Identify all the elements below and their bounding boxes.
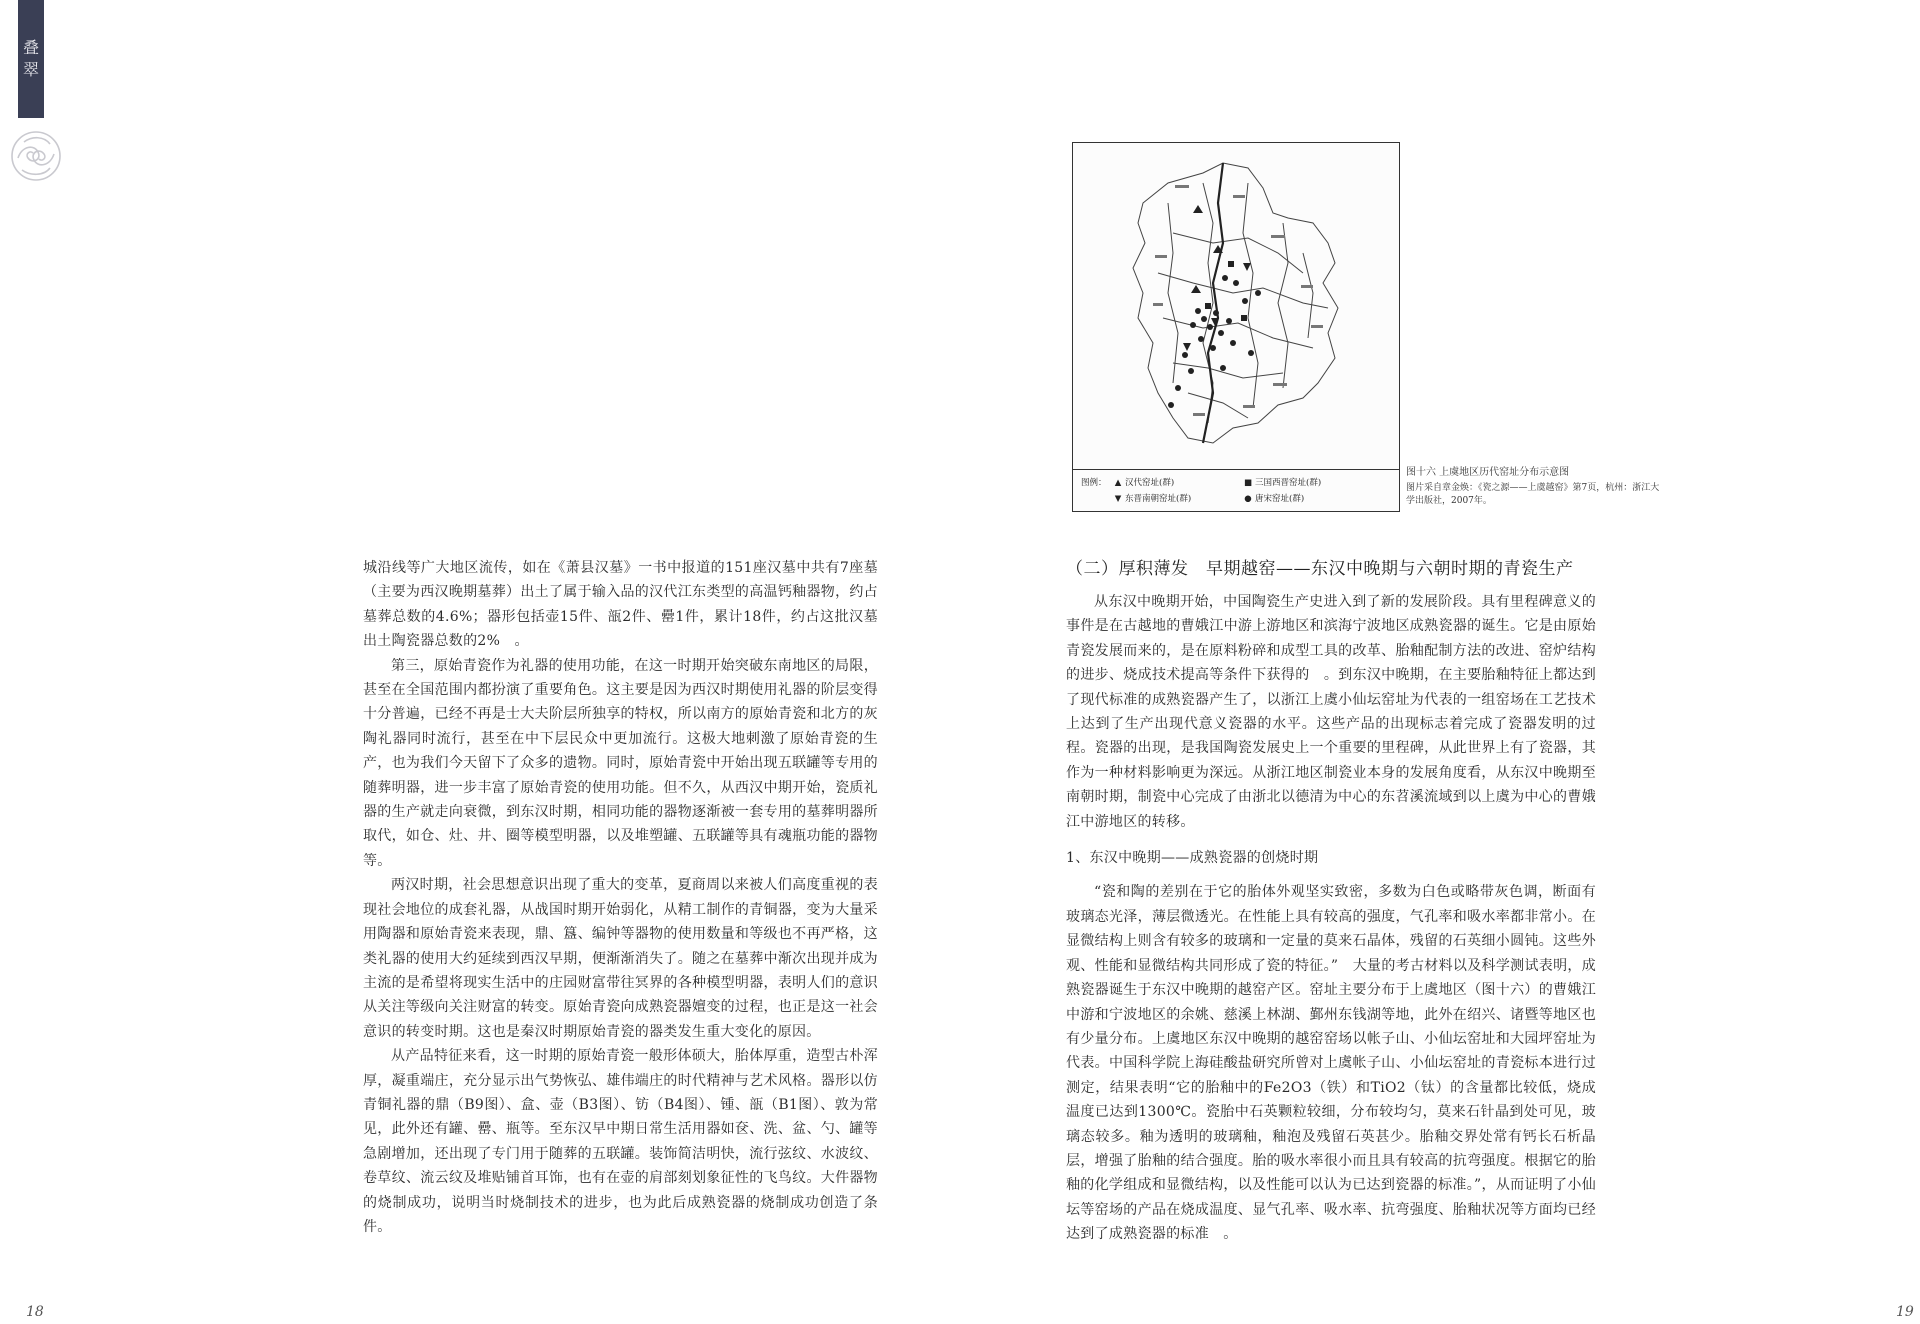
body-paragraph: 第三，原始青瓷作为礼器的使用功能，在这一时期开始突破东南地区的局限，甚至在全国范围内都扮演了重要角色。这主要是因为西汉时期使用礼器的阶层变得十分普遍，已经不再是士大夫阶层所独享的特权，所以南方的原始青瓷和北方的灰陶礼器同时流行，甚至在中下层民众中更加流行。这极大地刺激了原始青瓷的生产，也为我们今天留下了众多的遗物。同时，原始青瓷中开始出现五联罐等专用的随葬明器，进一步丰富了原始青瓷的使用功能。但不久，从西汉中期开始，瓷质礼器的生产就走向衰微，到东汉时期，相同功能的器物逐渐被一套专用的墓葬明器所取代，如仓、灶、井、圈等模型明器，以及堆塑罐、五联罐等具有魂瓶功能的器物等。 (363, 657, 878, 869)
figure-caption-source: 图片采自章金焕：《瓷之源——上虞越窑》第7页，杭州：浙江大学出版社，2007年。 (1406, 483, 1660, 506)
legend-item (1243, 476, 1321, 490)
cloud-ornament-icon (4, 124, 68, 188)
section-heading: （二）厚积薄发 早期越窑——东汉中晚期与六朝时期的青瓷生产 (1066, 559, 1574, 579)
legend-label: 唐宋窑址(群) (1255, 494, 1305, 504)
right-page (960, 0, 1920, 1324)
kiln-distribution-map-figure (1072, 142, 1400, 512)
right-text-column (1066, 556, 1596, 1247)
left-text-column (363, 556, 878, 1239)
circle-icon: ● (1244, 494, 1252, 504)
legend-label: 三国西晋窑址(群) (1255, 478, 1322, 488)
body-paragraph: “瓷和陶的差别在于它的胎体外观坚实致密，多数为白色或略带灰色调，断面有玻璃态光泽，薄层微透光。在性能上具有较高的强度，气孔率和吸水率都非常小。在显微结构上则含有较多的玻璃和一定量的莫来石晶体，残留的石英细小圆钝。这些外观、性能和显微结构共同形成了瓷的特征。” 大量的考古材料以及科学测试表明，成熟瓷器诞生于东汉中晚期的越窑产区。窑址主要分布于上虞地区（图十六）的曹娥江中游和宁波地区的余姚、慈溪上林湖、鄞州东钱湖等地，此外在绍兴、诸暨等地区也有少量分布。上虞地区东汉中晚期的越窑窑场以帐子山、小仙坛窑址和大园坪窑址为代表。中国科学院上海硅酸盐研究所曾对上虞帐子山、小仙坛窑址的青瓷标本进行过测定，结果表明“它的胎釉中的Fe2O3（铁）和TiO2（钛）的含量都比较低，烧成温度已达到1300℃。瓷胎中石英颗粒较细，分布较均匀，莫来石针晶到处可见，玻璃态较多。釉为透明的玻璃釉，釉泡及残留石英甚少。胎釉交界处常有钙长石析晶层，增强了胎釉的结合强度。胎的吸水率很小而且具有较高的抗弯强度。根据它的胎釉的化学组成和显微结构，以及性能可以认为已达到瓷器的标准。”，从而证明了小仙坛等窑场的产品在烧成温度、显气孔率、吸水率、抗弯强度、胎釉状况等方面均已经达到了成熟瓷器的标准 。 (1066, 884, 1596, 1243)
legend-label: 东晋南朝窑址(群) (1125, 494, 1192, 504)
sub-heading: 1、东汉中晚期——成熟瓷器的创烧时期 (1066, 850, 1319, 867)
triangle-down-icon: ▼ (1114, 494, 1122, 504)
legend-item (1113, 476, 1174, 490)
map-drawing (1073, 143, 1399, 469)
triangle-up-icon: ▲ (1114, 478, 1122, 488)
figure-caption (1406, 466, 1666, 508)
body-paragraph: 城沿线等广大地区流传，如在《萧县汉墓》一书中报道的151座汉墓中共有7座墓（主要为西汉晚期墓葬）出土了属于输入品的汉代江东类型的高温钙釉器物，约占墓葬总数的4.6%；器形包括壶15件、瓿2件、罍1件，累计18件，约占这批汉墓出土陶瓷器总数的2% 。 (363, 560, 878, 650)
page-number: 18 (26, 1304, 44, 1320)
side-tab-char: 叠 (22, 38, 39, 57)
legend-item (1113, 492, 1191, 506)
body-paragraph: 从东汉中晚期开始，中国陶瓷生产史进入到了新的发展阶段。具有里程碑意义的事件是在古越地的曹娥江中游上游地区和滨海宁波地区成熟瓷器的诞生。它是由原始青瓷发展而来的，是在原料粉碎和成型工具的改革、胎釉配制方法的改进、窑炉结构的进步、烧成技术提高等条件下获得的 。到东汉中晚期，在主要胎釉特征上都达到了现代标准的成熟瓷器产生了，以浙江上虞小仙坛窑址为代表的一组窑场在工艺技术上达到了生产出现代意义瓷器的水平。这些产品的出现标志着完成了瓷器发明的过程。瓷器的出现，是我国陶瓷发展史上一个重要的里程碑，从此世界上有了瓷器，其作为一种材料影响更为深远。从浙江地区制瓷业本身的发展角度看，从东汉中晚期至南朝时期，制瓷中心完成了由浙北以德清为中心的东苕溪流域到以上虞为中心的曹娥江中游地区的转移。 (1066, 594, 1596, 830)
body-paragraph: 两汉时期，社会思想意识出现了重大的变革，夏商周以来被人们高度重视的表现社会地位的成套礼器，从战国时期开始弱化，从精工制作的青铜器，变为大量采用陶器和原始青瓷来表现，鼎、簋、编钟等器物的使用数量和等级也不再严格，这类礼器的使用大约延续到西汉早期，便渐渐消失了。随之在墓葬中渐次出现并成为主流的是希望将现实生活中的庄园财富带往冥界的各种模型明器，表明人们的意识从关注等级向关注财富的转变。原始青瓷向成熟瓷器嬗变的过程，也正是这一社会意识的转变时期。这也是秦汉时期原始青瓷的器类发生重大变化的原因。 (363, 877, 878, 1040)
page-number: 19 (1896, 1304, 1914, 1320)
legend-item (1243, 492, 1304, 506)
side-tab-char: 翠 (22, 60, 39, 79)
square-icon: ■ (1243, 478, 1253, 488)
section-side-tab (18, 0, 44, 118)
legend-title: 图例： (1081, 478, 1107, 488)
map-legend (1073, 469, 1399, 512)
figure-caption-title: 图十六 上虞地区历代窑址分布示意图 (1406, 467, 1570, 478)
legend-label: 汉代窑址(群) (1125, 478, 1175, 488)
body-paragraph: 从产品特征来看，这一时期的原始青瓷一般形体硕大，胎体厚重，造型古朴浑厚，凝重端庄，充分显示出气势恢弘、雄伟端庄的时代精神与艺术风格。器形以仿青铜礼器的鼎（B9图）、盒、壶（B3图）、钫（B4图）、锺、瓿（B1图）、敦为常见，此外还有罐、罍、瓶等。至东汉早中期日常生活用器如奁、洗、盆、勺、罐等急剧增加，还出现了专门用于随葬的五联罐。装饰简洁明快，流行弦纹、水波纹、卷草纹、流云纹及堆贴铺首耳饰，也有在壶的肩部刻划象征性的飞鸟纹。大件器物的烧制成功，说明当时烧制技术的进步，也为此后成熟瓷器的烧制成功创造了条件。 (363, 1048, 878, 1235)
